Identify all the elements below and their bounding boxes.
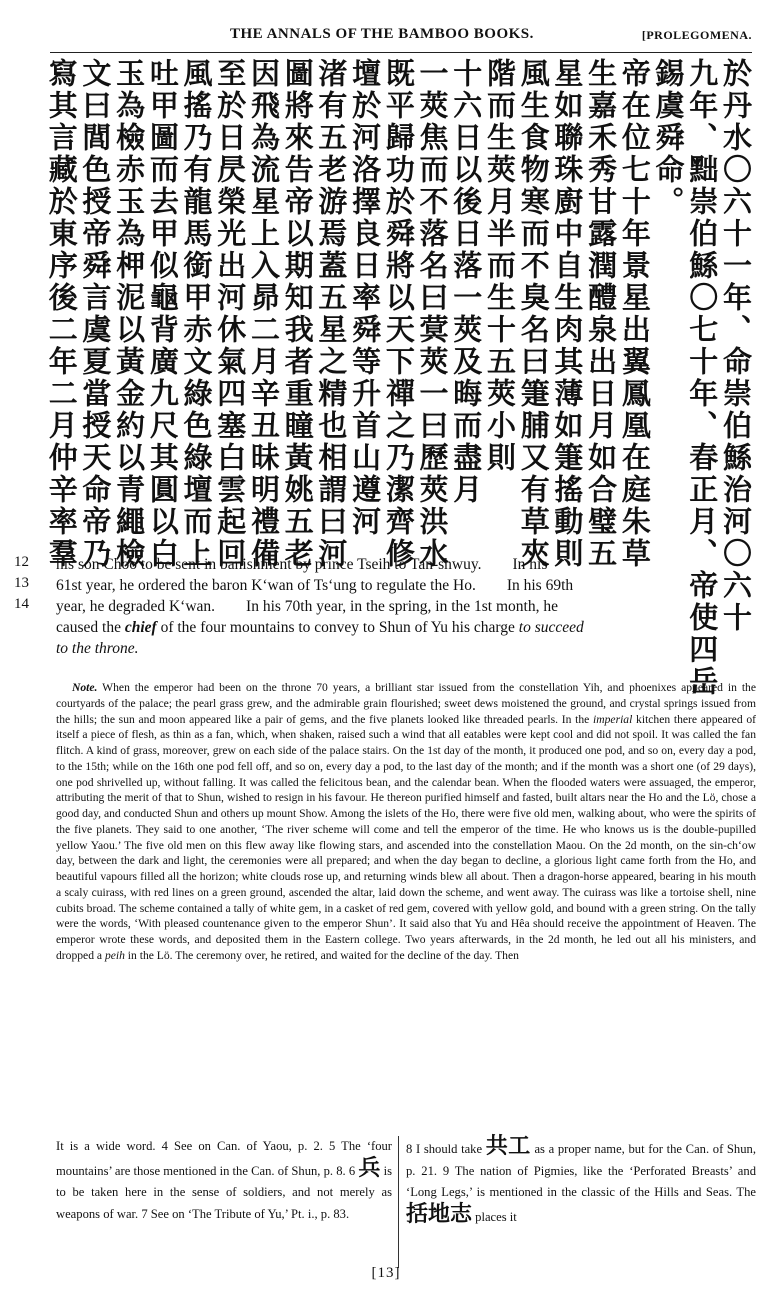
chinese-column-text: 仲辛率羣 [44,442,79,570]
translation-line: his son Choo to be sent in banishment by prince Tseih to Tan-shwuy. In his [56,556,548,573]
chinese-column-text: 正月、帝使四岳 [685,474,720,698]
chinese-column [78,58,116,570]
chinese-column [550,58,588,570]
chinese-column [314,58,352,570]
translation-text: of the four mountains to convey to Shun of Yu his charge [156,619,519,636]
chinese-column-text: 一莢焦而不落名曰蓂莢一曰 [415,58,450,442]
note-text: When the emperor had been on the throne 70 years, a brilliant star issued from the constellation Yih, and phoenixes appeared in the courtyards of the palace; the pearl grass grew, and the admirable grain flourished; sweet dews moistened the ground, and crystal springs issued from the hills; the sun and moon appeared like a pair of gems, and the five planets looked like threaded pearls. In the [56,681,756,726]
chinese-column-text: 乃潔齊修 [381,442,416,570]
chinese-column [516,58,554,570]
chinese-column [617,58,655,570]
chinese-column-text: 錫虞舜命。 [651,58,686,218]
chinese-column-text: 天命帝乃 [78,442,113,570]
chinese-column-text: 既平歸功於舜將以天下禪之 [381,58,416,442]
footnote-chinese: 兵 [358,1155,381,1181]
chinese-column [482,58,520,474]
line-number: 14 [14,596,29,612]
translation-text: caused the [56,619,125,636]
chinese-column-text: 風生食物寒而不臭名曰箑脯 [516,58,551,442]
chinese-column-text: 箑搖動則 [550,442,585,570]
page-number: [13] [371,1265,401,1281]
chinese-column-text: 鯀治河〇六十 [718,442,753,634]
translation-line [56,638,756,659]
chinese-column-text: 風搖乃有龍馬銜甲赤文綠色 [179,58,214,442]
chinese-column-text: 十六日以後日落一莢及晦而 [449,58,484,442]
translation-emphasis: to the throne. [56,640,139,657]
chinese-column [415,58,453,570]
chinese-column [145,58,183,570]
chinese-column [213,58,251,570]
chinese-column-text: 生嘉禾秀甘露潤醴泉出日月 [584,58,619,442]
footnote-text: It is a wide word. 4 See on Can. of Yaou, p. 2. 5 The ‘four mountains’ are those mentioned in the Can. of Shun, p. 8. 6 [56,1139,392,1178]
chinese-column-text: 階而生莢月半而生十五莢 [482,58,517,410]
line-number: 13 [14,575,29,591]
chinese-column [381,58,419,570]
footnote-chinese: 括地志 [406,1201,473,1227]
translation-emphasis: to succeed [518,619,584,636]
footnote-text: is to be taken here in the sense of soldiers, and not merely as weapons of war. 7 See on ‘The Tribute of Yu,’ Pt. i., p. 83. [56,1163,392,1221]
note-emphasis: peih [104,948,125,962]
chinese-column-text: 山遵河 [348,442,383,538]
chinese-column-text: 昧明禮備 [246,442,281,570]
chinese-column [179,58,217,570]
chinese-column [112,58,149,570]
chinese-column-text: 玉為檢赤玉為柙泥以黃金約 [112,58,147,442]
chinese-column-text: 歷莢洪水 [415,442,450,570]
translation-line: year, he degraded K‘wan. In his 70th year, in the spring, in the 1st month, he [56,598,558,615]
chinese-column-text: 又有草夾 [516,442,551,570]
chinese-column [44,58,82,570]
chinese-column-text: 渚有五老游焉蓋五星之精也 [314,58,349,442]
chinese-column [718,58,756,634]
chinese-column-text: 至於日昃榮光出河休氣四塞 [213,58,248,442]
chinese-column [584,58,621,570]
section-label: [PROLEGOMENA. [641,28,752,42]
footnote-divider [398,1136,399,1268]
footnotes-left [56,1136,392,1225]
line-number: 12 [14,554,29,570]
chinese-column-text: 如合璧五 [584,442,619,570]
chinese-column [246,58,284,570]
chinese-column-text: 文曰閭色授帝舜言虞夏當授 [78,58,113,442]
translation-line [56,617,756,638]
chinese-column [348,58,385,538]
note-label: Note. [72,681,98,694]
chinese-column [280,58,318,570]
chinese-column-text: 其圓以白 [145,442,180,570]
chinese-column-text: 盡月 [449,442,484,506]
chinese-column-text: 於丹水〇六十一年、命崇伯 [718,58,753,442]
running-title: THE ANNALS OF THE BAMBOO BOOKS. [230,26,534,42]
note-paragraph [56,680,756,964]
chinese-column-text: 黃姚五老 [280,442,315,570]
chinese-column-text: 白雲起回 [213,442,248,570]
chinese-column-text: 寫其言藏於東序後二年二月 [44,58,79,442]
footnote-text: 8 I should take [406,1142,486,1156]
footnote-chinese: 共工 [485,1134,531,1159]
chinese-column-text: 相謂曰河 [314,442,349,570]
chinese-column-text: 小則 [482,410,517,474]
chinese-column [449,58,487,506]
footnotes-right [406,1136,756,1228]
footnote-text: places it [472,1209,517,1224]
chinese-column-text: 圖將來告帝以期知我者重瞳 [280,58,315,442]
note-text: in the Lö. The ceremony over, he retired, and waited for the decline of the day. Then [124,948,519,962]
note-emphasis: imperial [593,712,633,726]
chinese-column-text: 以青繩檢 [112,442,147,570]
footnote-text: as a proper name, but for the Can. of Shun, p. 21. 9 The nation of Pigmies, like the ‘Perforated Breasts’ and ‘Long Legs,’ is mentioned in the classic of the Hills and Seas. The [406,1142,756,1199]
chinese-column-text: 九年、黜崇伯鯀〇七十年、春 [685,58,720,474]
running-header [0,22,772,48]
chinese-column-text: 壇於河洛擇良日率舜等升首 [348,58,383,442]
chinese-column-text: 在庭朱草 [617,442,652,570]
translation-line: 61st year, he ordered the baron K‘wan of Ts‘ung to regulate the Ho. In his 69th [56,577,574,594]
chinese-column-text: 星如聯珠廚中自生肉其薄如 [550,58,585,442]
note-text: kitchen there appeared of itself a piece of flesh, as thin as a fan, which, when shaken, raised such a wind that all eatables were kept cool and did not spoil. It was called the fan flitch. A kind of grass, moreover, grew on each side of the palace stairs. On the 1st day of the month, it produced one pod, and so on, every day a pod, to the 15th; while on the 16th one pod fell off, and so on, every day a pod, to the last day of the month; and if the month was a short one (of 29 days), one pod shrivelled up, without falling. It was called the felicitous bean, and the calendar bean. When the flooded waters were assuaged, the emperor, attributing the merit of that to Shun, wished to resign in his favour. He thereon purified himself and fasted, built altars near the Ho and the Lö, chose a good day, and conducted Shun and others up mount Show. Among the islets of the Ho, there were five old men, walking about, who were the spirits of the five planets. They said to one another, ‘The river scheme will come and tell the emperor of the time. He who knows us is the double-pupilled yellow Yaou.’ The five old men on this flew away like flowing stars, and ascended into the constellation Maou. On the 2d month, on the sin-ch‘ow day, between the dark and light, the ceremonies were all prepared; and when the day began to decline, a glorious light came forth from the Ho, and beautiful vapours filled all the horizon; white clouds rose up, and returning winds blew all about. Then a dragon-horse appeared, bearing in his mouth a scaly cuirass, with red lines on a green ground, ascended the altar, laid down the scheme, and went away. The cuirass was like a tortoise shell, nine cubits broad. The scheme contained a tally of white gem, in a casket of red gem, covered with yellow gold, and bound with a green string. On the tally were the words, ‘With pleased countenance given to the emperor Shun’. It said also that Yu and Hêa should receive the appointment of Heaven. The emperor wrote these words, and deposited them in the Eastern college. Two years afterwards, in the 2d month, he led out all his ministers, and dropped a [56,712,756,962]
chinese-column-text: 綠壇而上 [179,442,214,570]
chinese-column-text: 帝在位七十年景星出翼鳳凰 [617,58,652,442]
chinese-column-text: 因飛為流星上入昴二月辛丑 [246,58,281,442]
header-rule [50,52,752,53]
chinese-column-text: 吐甲圖而去甲似龜背廣九尺 [145,58,180,442]
translation-emphasis: chief [124,619,157,636]
chinese-column [651,58,689,218]
